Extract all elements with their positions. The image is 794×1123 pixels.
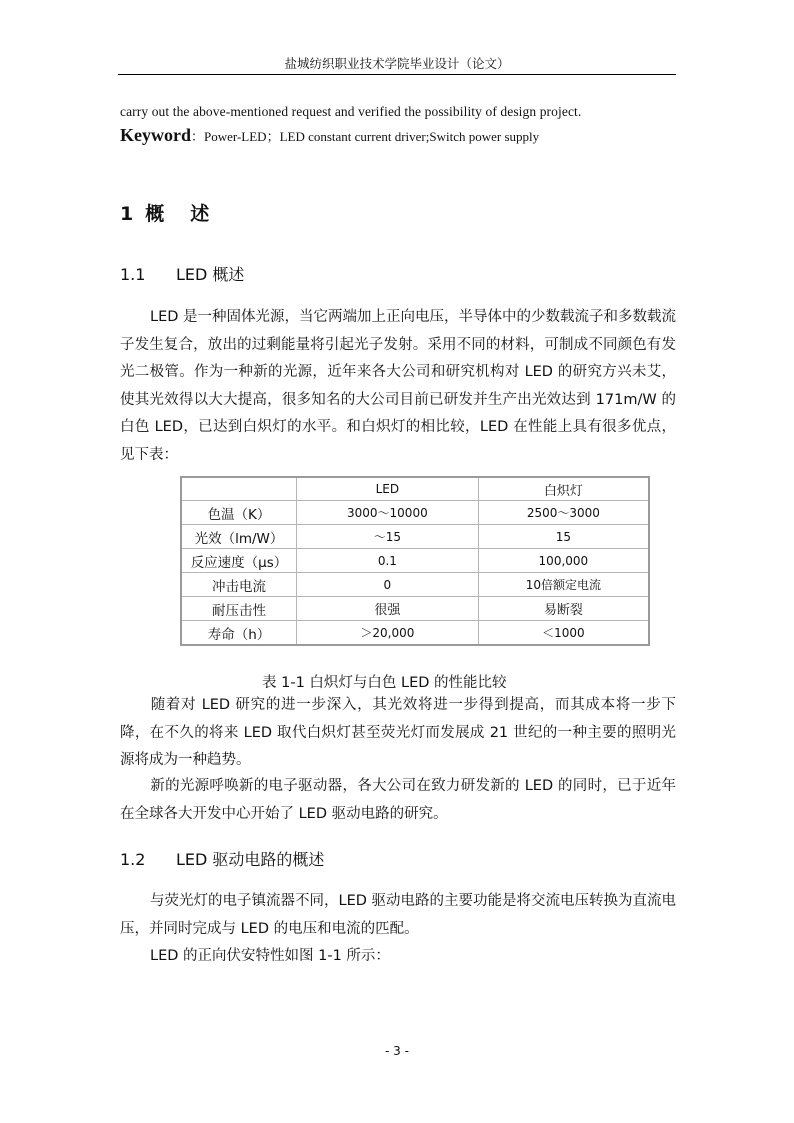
table-cell: 冲击电流 bbox=[181, 573, 297, 597]
table-cell: 光效（lm/W） bbox=[181, 525, 297, 549]
section-title: LED 概述 bbox=[176, 265, 245, 284]
section-heading-1-1 bbox=[120, 262, 244, 285]
section-number: 1.2 bbox=[120, 850, 146, 869]
table-cell: 0 bbox=[297, 573, 479, 597]
paragraph-led-intro bbox=[120, 304, 676, 469]
table-cell: 很强 bbox=[297, 597, 479, 621]
table-cell: ～15 bbox=[297, 525, 479, 549]
table-cell: 3000～10000 bbox=[297, 501, 479, 525]
table-header-cell: 白炽灯 bbox=[478, 477, 649, 501]
table-cell: 0.1 bbox=[297, 549, 479, 573]
table-cell: 15 bbox=[478, 525, 649, 549]
table-row bbox=[181, 573, 649, 597]
table-row bbox=[181, 525, 649, 549]
table-cell: 色温（K） bbox=[181, 501, 297, 525]
table-row bbox=[181, 501, 649, 525]
table-cell: 耐压击性 bbox=[181, 597, 297, 621]
header-rule bbox=[118, 74, 676, 75]
table-cell: 100,000 bbox=[478, 549, 649, 573]
keyword-separator: ： bbox=[191, 129, 205, 144]
comparison-table bbox=[180, 476, 650, 646]
chapter-heading bbox=[120, 199, 209, 226]
section-heading-1-2 bbox=[120, 847, 324, 870]
paragraph-text: 新的光源呼唤新的电子驱动器，各大公司在致力研发新的 LED 的同时，已于近年在全球各大开发中心开始了 LED 驱动电路的研究。 bbox=[120, 778, 676, 822]
chapter-title-part1: 概 bbox=[145, 203, 165, 225]
table-cell: 2500～3000 bbox=[478, 501, 649, 525]
paragraph-iv-characteristic bbox=[120, 943, 676, 971]
paragraph-text: 与荧光灯的电子镇流器不同，LED 驱动电路的主要功能是将交流电压转换为直流电压，并同时完成与 LED 的电压和电流的匹配。 bbox=[120, 893, 677, 937]
paragraph-led-driver-research bbox=[120, 773, 676, 828]
section-number: 1.1 bbox=[120, 265, 146, 284]
abstract-continuation: carry out the above-mentioned request and verified the possibility of design project. bbox=[120, 104, 582, 119]
table-cell: 10倍额定电流 bbox=[478, 573, 649, 597]
keyword-list: Power-LED；LED constant current driver;Switch power supply bbox=[204, 129, 540, 144]
paragraph-led-trend bbox=[120, 692, 676, 775]
table-cell: 易断裂 bbox=[478, 597, 649, 621]
chapter-title-part2: 述 bbox=[190, 203, 210, 225]
paragraph-driver-function bbox=[120, 888, 676, 943]
table-cell: ＜1000 bbox=[478, 621, 649, 646]
keywords-line bbox=[120, 125, 539, 146]
running-header: 盐城纺织职业技术学院毕业设计（论文） bbox=[284, 56, 510, 71]
chapter-number: 1 bbox=[120, 203, 134, 225]
paragraph-text: LED 是一种固体光源，当它两端加上正向电压，半导体中的少数载流子和多数载流子发生复合，放出的过剩能量将引起光子发射。采用不同的材料，可制成不同颜色有发光二极管。作为一种新的光源，近年来各大公司和研究机构对 LED 的研究方兴未艾，使其光效得以大大提高，很多知名的大公司目前已研发并生产出光效达到 171m/W 的白色 LED，已达到白炽灯的水平。和白炽灯的相比较，LED 在性能上具有很多优点，见下表： bbox=[120, 309, 677, 463]
table-cell: 反应速度（μs） bbox=[181, 549, 297, 573]
keyword-label: Keyword bbox=[120, 125, 191, 145]
table-caption: 表 1-1 白炽灯与白色 LED 的性能比较 bbox=[262, 675, 507, 691]
table-cell: 寿命（h） bbox=[181, 621, 297, 646]
section-title: LED 驱动电路的概述 bbox=[176, 850, 325, 869]
paragraph-text: LED 的正向伏安特性如图 1-1 所示： bbox=[150, 948, 390, 964]
page-number: - 3 - bbox=[385, 1044, 409, 1058]
table-row bbox=[181, 621, 649, 646]
table-row bbox=[181, 549, 649, 573]
table-header-cell: LED bbox=[297, 477, 479, 501]
table-cell: ＞20,000 bbox=[297, 621, 479, 646]
paragraph-text: 随着对 LED 研究的进一步深入，其光效将进一步得到提高，而其成本将一步下降，在不久的将来 LED 取代白炽灯甚至荧光灯而发展成 21 世纪的一种主要的照明光源将成为一种趋势。 bbox=[120, 697, 676, 768]
table-row bbox=[181, 597, 649, 621]
table-header-cell bbox=[181, 477, 297, 501]
table-header-row bbox=[181, 477, 649, 501]
